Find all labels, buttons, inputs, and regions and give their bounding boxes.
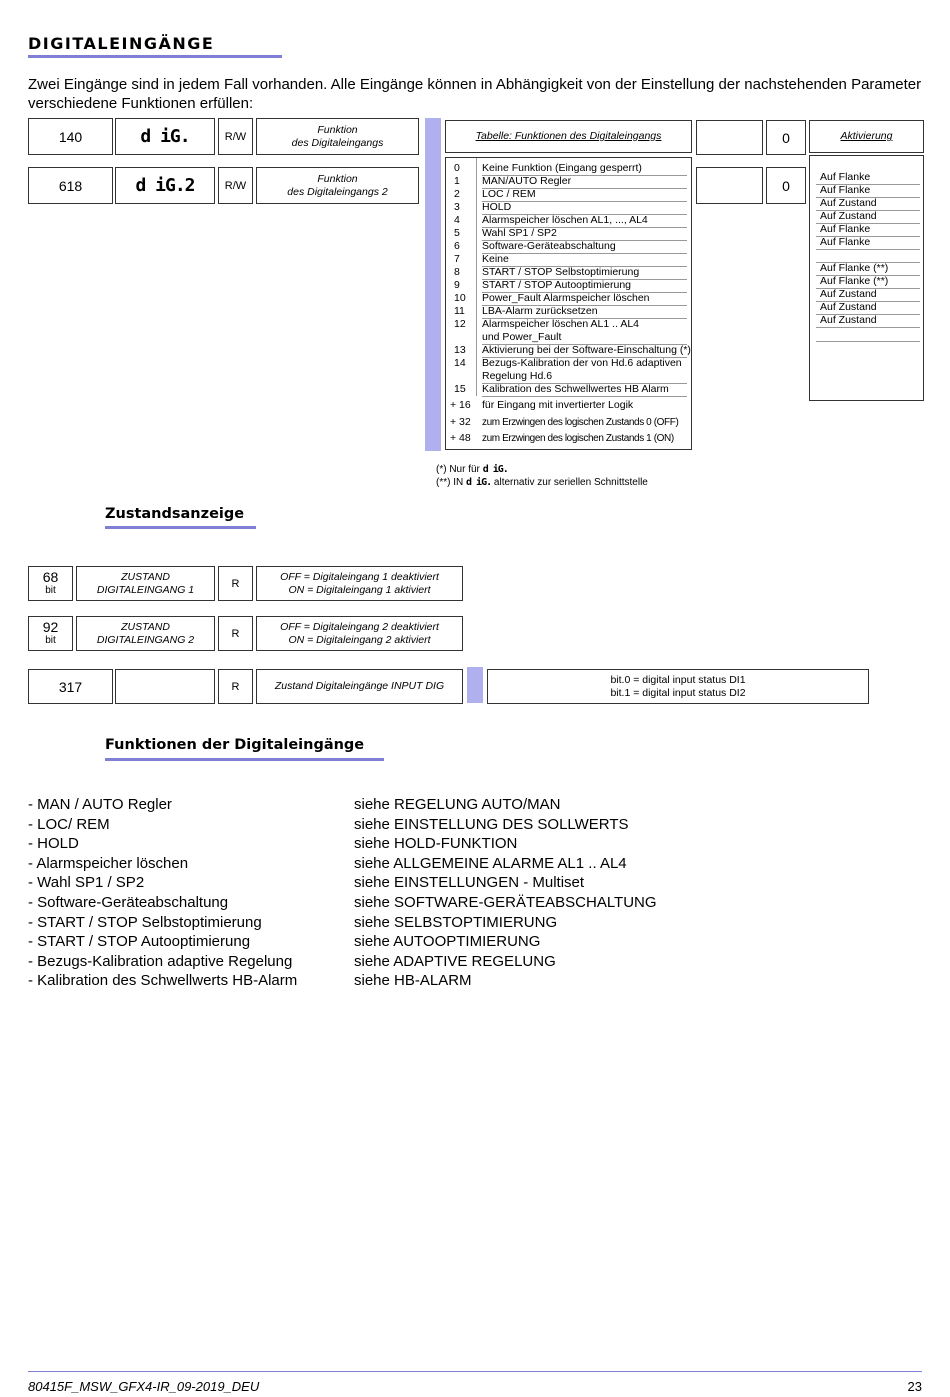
intro-text: Zwei Eingänge sind in jedem Fall vorhanden. Alle Eingänge können in Abhängigkeit von der Einstellung der nachstehenden Parameter verschiedene Funktionen erfüllen: [28, 76, 922, 112]
accent-bar [467, 667, 483, 703]
activation-title: Aktivierung [809, 120, 924, 153]
activation-item: Auf Flanke [820, 236, 871, 248]
param-access: R/W [218, 167, 253, 204]
function-code: 4 [454, 214, 460, 226]
status-value-off: OFF = Digitaleingang 1 deaktiviert [280, 570, 439, 583]
param-description [256, 118, 419, 155]
blank-cell [115, 669, 215, 704]
function-label: Alarmspeicher löschen AL1, ..., AL4 [482, 214, 648, 226]
param-desc-line1: Funktion [317, 123, 358, 136]
status-access: R [218, 566, 253, 601]
function-label: Keine Funktion (Eingang gesperrt) [482, 162, 642, 174]
function-code: 11 [454, 305, 465, 317]
activation-item: Auf Zustand [820, 210, 877, 222]
page-heading: DIGITALEINGÄNGE [28, 34, 215, 53]
note-2 [436, 477, 648, 488]
function-reference: siehe HB-ALARM [354, 972, 472, 990]
function-label: LOC / REM [482, 188, 536, 200]
default-value: 0 [766, 120, 806, 155]
function-label: START / STOP Autooptimierung [482, 279, 632, 291]
status-name-line2: DIGITALEINGANG 2 [96, 633, 195, 646]
status-values [256, 616, 463, 651]
status-values [256, 566, 463, 601]
function-code: 13 [454, 344, 466, 356]
status-num: 92 [42, 618, 59, 635]
function-label-cont: und Power_Fault [482, 331, 562, 343]
column-divider [476, 158, 477, 396]
param-code: d iG. [115, 118, 215, 155]
row-divider [816, 249, 920, 250]
function-offset: + 48 [450, 432, 471, 444]
status-value-on: ON = Digitaleingang 1 aktiviert [288, 583, 431, 596]
status-access: R [218, 669, 253, 704]
status-unit: bit [45, 634, 56, 646]
param-access: R/W [218, 118, 253, 155]
param-description [256, 167, 419, 204]
function-offset: + 16 [450, 399, 471, 411]
function-label: Power_Fault Alarmspeicher löschen [482, 292, 650, 304]
function-label: HOLD [482, 201, 512, 213]
function-reference: siehe SOFTWARE-GERÄTEABSCHALTUNG [354, 894, 657, 911]
param-code: d iG.2 [115, 167, 215, 204]
note-1-code: d iG. [482, 464, 508, 475]
footer-rule [28, 1371, 922, 1372]
status-value-on: ON = Digitaleingang 2 aktiviert [288, 633, 431, 646]
status-unit: bit [45, 584, 56, 596]
function-code: 6 [454, 240, 460, 252]
accent-bar [425, 118, 441, 451]
row-divider [482, 253, 687, 254]
status-bit1: bit.1 = digital input status DI2 [610, 686, 746, 699]
default-value: 0 [766, 167, 806, 204]
function-label: Keine [482, 253, 509, 265]
function-name: - Software-Geräteabschaltung [28, 894, 229, 911]
functions-heading: Funktionen der Digitaleingänge [105, 737, 365, 753]
function-reference: siehe EINSTELLUNGEN - Multiset [354, 874, 585, 892]
note-1 [436, 464, 508, 475]
function-code: 5 [454, 227, 460, 239]
function-name: - Wahl SP1 / SP2 [28, 874, 145, 892]
activation-item: Auf Flanke (**) [820, 262, 889, 274]
page-number: 23 [907, 1379, 922, 1394]
activation-item: Auf Zustand [820, 197, 877, 209]
function-reference: siehe SELBSTOPTIMIERUNG [354, 913, 558, 931]
note-2-code: d iG. [466, 477, 492, 488]
note-2-text: (**) IN [436, 477, 464, 488]
function-name: - LOC/ REM [28, 815, 110, 833]
activation-item: Auf Flanke [820, 223, 871, 235]
row-divider [482, 201, 687, 202]
row-divider [816, 341, 920, 342]
function-code: 14 [454, 357, 466, 369]
status-number: 317 [28, 669, 113, 704]
activation-item: Auf Flanke [820, 171, 871, 183]
function-code: 10 [454, 292, 466, 304]
function-name: - MAN / AUTO Regler [28, 796, 172, 813]
function-code: 7 [454, 253, 460, 265]
param-desc-line2: des Digitaleingangs [291, 136, 384, 149]
status-name-line2: DIGITALEINGANG 1 [96, 583, 195, 596]
function-label: START / STOP Selbstoptimierung [482, 266, 640, 278]
function-reference: siehe AUTOOPTIMIERUNG [354, 933, 541, 951]
activation-item: Auf Flanke (**) [820, 275, 889, 287]
status-bit-values [487, 669, 869, 704]
function-code: 15 [454, 383, 466, 395]
status-access: R [218, 616, 253, 651]
status-bit0: bit.0 = digital input status DI1 [610, 673, 746, 686]
heading-underline [28, 55, 282, 58]
status-name-line1: ZUSTAND [121, 620, 170, 633]
status-number [28, 566, 73, 601]
function-label: Bezugs-Kalibration der von Hd.6 adaptiven [482, 357, 682, 369]
function-code: 3 [454, 201, 460, 213]
row-divider [482, 396, 687, 397]
row-divider [816, 327, 920, 328]
status-number [28, 616, 73, 651]
param-desc-line1: Funktion [317, 172, 358, 185]
function-code: 2 [454, 188, 460, 200]
activation-item: Auf Zustand [820, 314, 877, 326]
function-name: - START / STOP Selbstoptimierung [28, 913, 262, 931]
function-reference: siehe REGELUNG AUTO/MAN [354, 796, 561, 813]
function-offset: + 32 [450, 416, 471, 428]
param-number: 140 [28, 118, 113, 155]
function-label: Kalibration des Schwellwertes HB Alarm [482, 383, 669, 395]
functions-heading-underline [105, 758, 384, 761]
function-table [445, 157, 692, 450]
function-label: MAN/AUTO Regler [482, 175, 572, 187]
function-label: Aktivierung bei der Software-Einschaltung (*) [482, 344, 691, 356]
function-name: - Alarmspeicher löschen [28, 854, 189, 872]
function-reference: siehe ADAPTIVE REGELUNG [354, 952, 556, 970]
note-1-text: (*) Nur für [436, 464, 480, 475]
function-name: - START / STOP Autooptimierung [28, 933, 251, 951]
function-label: Software-Geräteabschaltung [482, 240, 616, 252]
status-description: Zustand Digitaleingänge INPUT DIG [256, 669, 463, 704]
function-name: - HOLD [28, 835, 79, 853]
function-label: Alarmspeicher löschen AL1 .. AL4 [482, 318, 640, 330]
footer-doc-id: 80415F_MSW_GFX4-IR_09-2019_DEU [28, 1379, 260, 1394]
status-value-off: OFF = Digitaleingang 2 deaktiviert [280, 620, 439, 633]
blank-cell [696, 120, 763, 155]
function-offset-label: zum Erzwingen des logischen Zustands 1 (ON) [482, 433, 674, 444]
note-2-rest: alternativ zur seriellen Schnittstelle [493, 477, 648, 488]
status-name [76, 616, 215, 651]
function-code: 0 [454, 162, 460, 174]
function-reference: siehe HOLD-FUNKTION [354, 835, 518, 853]
function-label: Wahl SP1 / SP2 [482, 227, 557, 239]
function-code: 9 [454, 279, 460, 291]
status-name-line1: ZUSTAND [121, 570, 170, 583]
activation-item: Auf Flanke [820, 184, 871, 196]
function-reference: siehe ALLGEMEINE ALARME AL1 .. AL4 [354, 854, 627, 872]
activation-item: Auf Zustand [820, 301, 877, 313]
function-table-title: Tabelle: Funktionen des Digitaleingangs [445, 120, 692, 153]
activation-list [809, 155, 924, 401]
function-name: - Bezugs-Kalibration adaptive Regelung [28, 952, 293, 970]
function-code: 8 [454, 266, 460, 278]
function-offset-label: für Eingang mit invertierter Logik [482, 399, 634, 411]
blank-cell [696, 167, 763, 204]
param-number: 618 [28, 167, 113, 204]
function-name: - Kalibration des Schwellwerts HB-Alarm [28, 972, 298, 990]
functions-list [0, 795, 950, 995]
function-label-cont: Regelung Hd.6 [482, 370, 553, 382]
param-desc-line2: des Digitaleingangs 2 [287, 185, 388, 198]
function-code: 12 [454, 318, 466, 330]
status-heading: Zustandsanzeige [105, 506, 245, 522]
status-heading-underline [105, 526, 256, 529]
function-reference: siehe EINSTELLUNG DES SOLLWERTS [354, 815, 629, 833]
function-code: 1 [454, 175, 460, 187]
status-num: 68 [42, 568, 59, 585]
activation-item: Auf Zustand [820, 288, 877, 300]
function-label: LBA-Alarm zurücksetzen [482, 305, 598, 317]
status-name [76, 566, 215, 601]
function-offset-label: zum Erzwingen des logischen Zustands 0 (OFF) [482, 417, 679, 428]
